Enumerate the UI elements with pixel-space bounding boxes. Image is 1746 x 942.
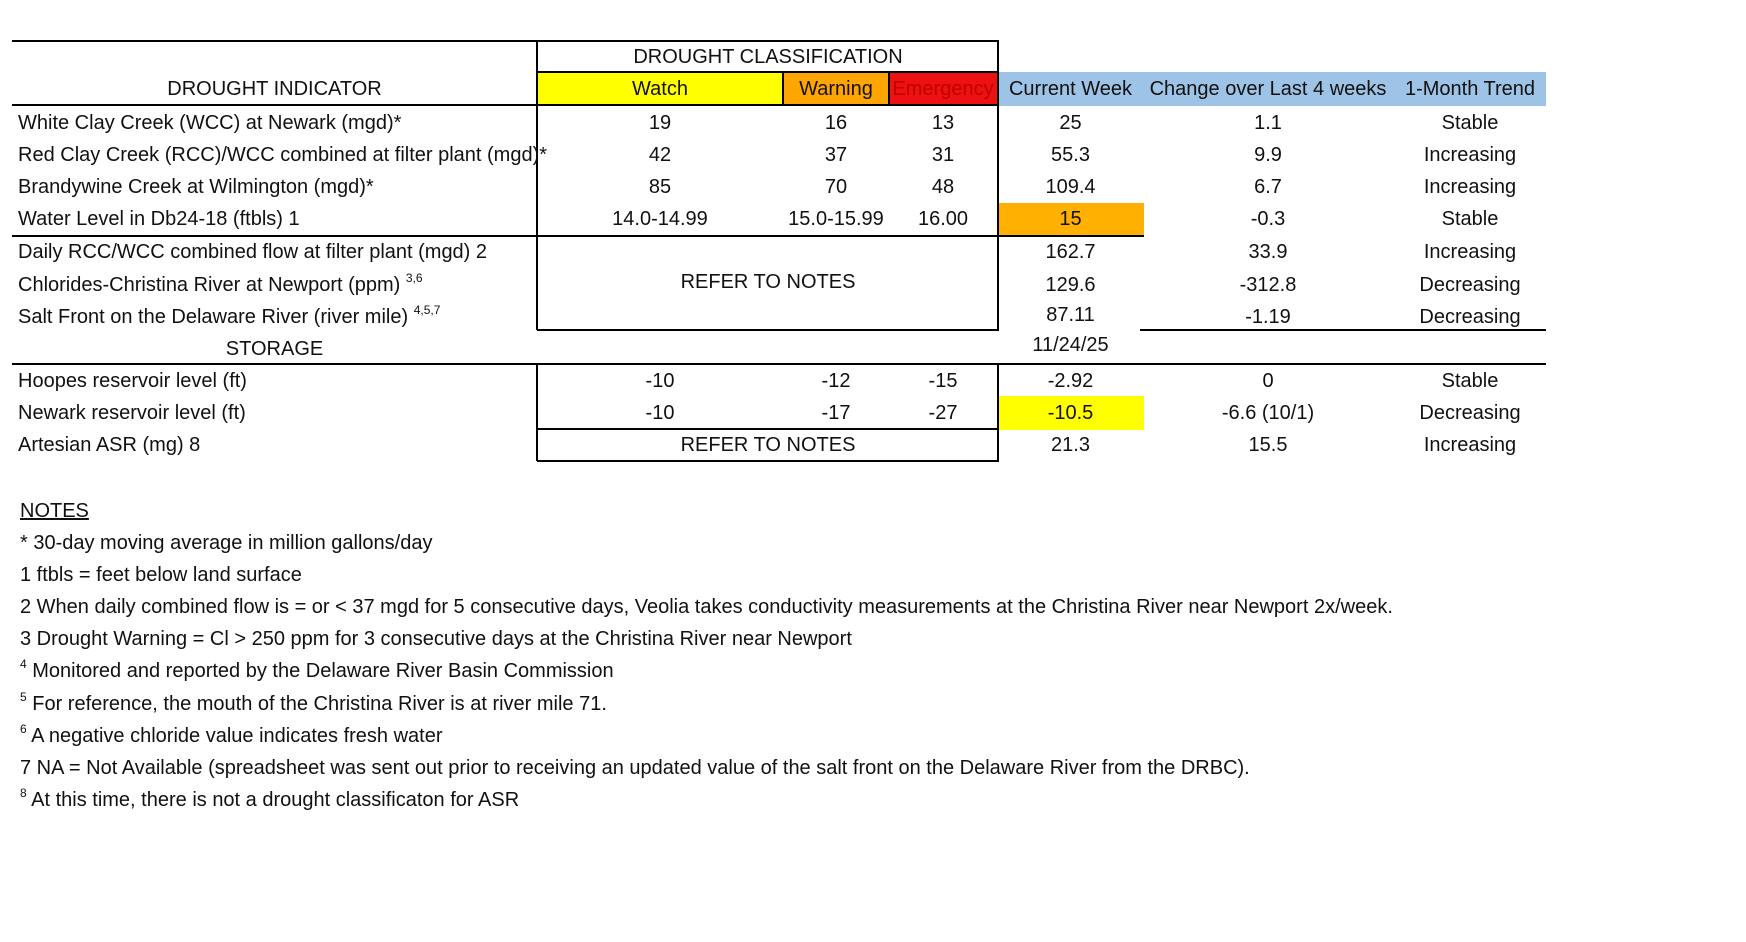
emergency-header: Emergency — [892, 78, 994, 100]
row-current: 15 — [1059, 208, 1082, 230]
storage-watch: -10 — [645, 370, 675, 392]
storage-indicator: Hoopes reservoir level (ft) — [18, 370, 247, 392]
note-6: $^6$ A negative chloride value indicates fresh water — [20, 722, 443, 747]
change-header: Change over Last 4 weeks — [1149, 78, 1387, 100]
row-warning: 16 — [824, 112, 848, 134]
notes-title: NOTES — [20, 500, 89, 522]
rule-notes-bottom — [537, 329, 999, 331]
current-week-header: Current Week — [1008, 78, 1132, 100]
storage-change: -6.6 (10/1) — [1221, 402, 1315, 424]
drought-classification-header: DROUGHT CLASSIFICATION — [633, 46, 903, 68]
warning-header: Warning — [799, 78, 873, 100]
storage-indicator: Newark reservoir level (ft) — [18, 402, 246, 424]
row-emergency: 31 — [931, 144, 955, 166]
note-2: 2 When daily combined flow is = or < 37 mgd for 5 consecutive days, Veolia takes conductivity measurements at the Christina River near Newport 2x/week. — [20, 596, 1393, 618]
row-change: -1.19 — [1245, 306, 1291, 328]
storage-label: STORAGE — [225, 338, 324, 360]
row-warning: 70 — [824, 176, 848, 198]
storage-current: 21.3 — [1051, 434, 1090, 456]
storage-date: 11/24/25 — [1032, 334, 1109, 356]
row-trend: Decreasing — [1419, 274, 1521, 296]
row-indicator: Salt Front on the Delaware River (river mile) $^{4,5,7}$ — [18, 303, 441, 328]
row-change: 1.1 — [1254, 112, 1282, 134]
watch-header: Watch — [632, 78, 688, 100]
row-current: 87.11 — [1046, 304, 1095, 326]
row-current: 162.7 — [1045, 241, 1096, 263]
note-4: $^4$ Monitored and reported by the Delaware River Basin Commission — [20, 657, 614, 682]
storage-watch: -10 — [645, 402, 675, 424]
row-emergency: 48 — [931, 176, 955, 198]
note-5: $^5$ For reference, the mouth of the Christina River is at river mile 71. — [20, 690, 607, 715]
trend-header: 1-Month Trend — [1404, 78, 1536, 100]
row-warning: 15.0-15.99 — [788, 208, 884, 230]
storage-change: 15.5 — [1248, 434, 1288, 456]
note-1: 1 ftbls = feet below land surface — [20, 564, 302, 586]
row-watch: 85 — [648, 176, 672, 198]
row-current: 55.3 — [1051, 144, 1090, 166]
row-emergency: 13 — [931, 112, 955, 134]
row-watch: 14.0-14.99 — [612, 208, 708, 230]
storage-warning: -17 — [821, 402, 851, 424]
row-trend: Increasing — [1423, 241, 1517, 263]
row-change: 6.7 — [1254, 176, 1282, 198]
note-8: $^8$ At this time, there is not a drought classificaton for ASR — [20, 786, 520, 811]
storage-current: -10.5 — [1047, 402, 1094, 424]
row-watch: 42 — [648, 144, 672, 166]
row-trend: Stable — [1441, 208, 1499, 230]
row-indicator: Red Clay Creek (RCC)/WCC combined at filter plant (mgd)* — [18, 144, 548, 166]
row-trend: Stable — [1441, 112, 1499, 134]
row-indicator: Chlorides-Christina River at Newport (ppm) $^{3,6}$ — [18, 271, 423, 296]
row-change: 9.9 — [1254, 144, 1282, 166]
row-indicator: White Clay Creek (WCC) at Newark (mgd)* — [18, 112, 402, 134]
row-current: 129.6 — [1045, 274, 1096, 296]
drought-indicator-header: DROUGHT INDICATOR — [167, 78, 382, 100]
refer-to-notes: REFER TO NOTES — [680, 271, 856, 293]
note-star: * 30-day moving average in million gallons/day — [20, 532, 433, 554]
row-watch: 19 — [648, 112, 672, 134]
row-warning: 37 — [824, 144, 848, 166]
storage-trend: Stable — [1441, 370, 1499, 392]
row-indicator: Water Level in Db24-18 (ftbls) 1 — [18, 208, 300, 230]
row-trend: Decreasing — [1419, 306, 1521, 328]
storage-emergency: -15 — [928, 370, 958, 392]
row-change: -0.3 — [1250, 208, 1286, 230]
storage-warning: -12 — [821, 370, 851, 392]
row-change: -312.8 — [1239, 274, 1297, 296]
row-indicator: Brandywine Creek at Wilmington (mgd)* — [18, 176, 374, 198]
row-current: 25 — [1059, 112, 1082, 134]
storage-indicator: Artesian ASR (mg) 8 — [18, 434, 201, 456]
storage-current: -2.92 — [1047, 370, 1094, 392]
storage-trend: Decreasing — [1419, 402, 1521, 424]
storage-change: 0 — [1262, 370, 1274, 392]
row-trend: Increasing — [1423, 176, 1517, 198]
row-change: 33.9 — [1248, 241, 1288, 263]
storage-emergency: -27 — [928, 402, 958, 424]
storage-trend: Increasing — [1423, 434, 1517, 456]
refer-to-notes-asr: REFER TO NOTES — [680, 434, 856, 456]
note-7: 7 NA = Not Available (spreadsheet was sent out prior to receiving an updated value of the salt front on the Delaware River from the DRBC). — [20, 757, 1250, 779]
note-3: 3 Drought Warning = Cl > 250 ppm for 3 consecutive days at the Christina River near Newport — [20, 628, 852, 650]
row-indicator: Daily RCC/WCC combined flow at filter plant (mgd) 2 — [18, 241, 488, 263]
row-current: 109.4 — [1045, 176, 1096, 198]
row-emergency: 16.00 — [917, 208, 969, 230]
row-trend: Increasing — [1423, 144, 1517, 166]
